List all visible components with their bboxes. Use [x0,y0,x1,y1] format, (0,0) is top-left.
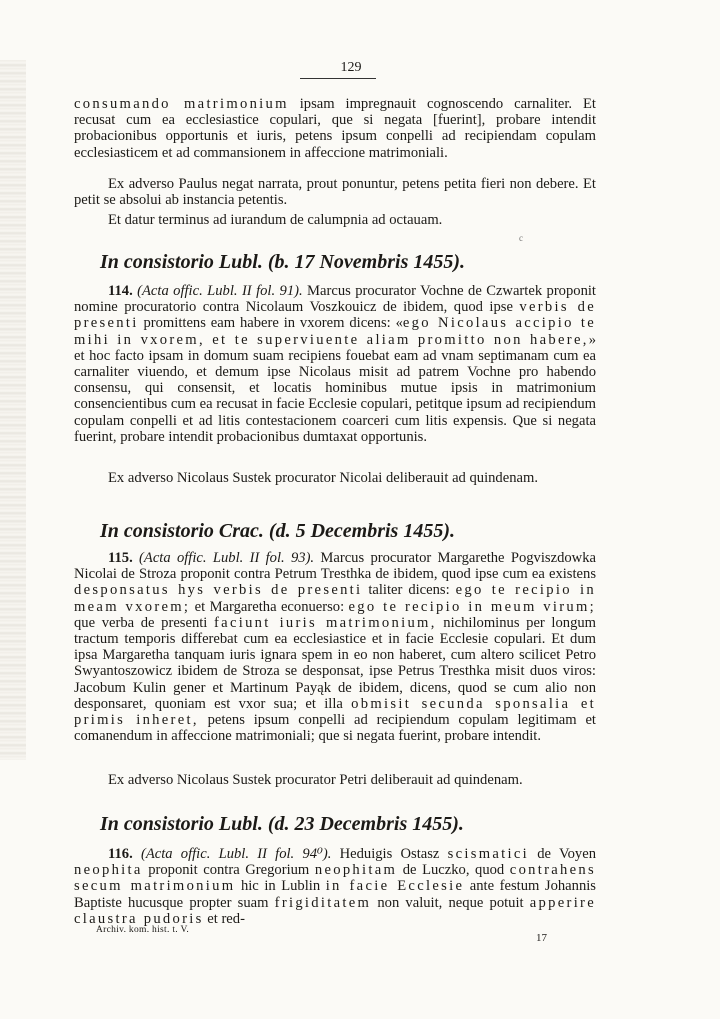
margin-mark: c [519,233,523,243]
body-text: Heduigis Ostasz [331,846,448,862]
spaced-text: contrahens secum matrimonium [74,862,597,895]
entry-number: 116. [108,846,133,862]
body-text: nichilominus per longum tractum temporis differebat cum ea ecclesiastice et in facie Ecclesie copulari. Et dum ipsa Margaretha tanquam iuris ignara spem in eo non haberet, cum altero scilicet Petro Swyantoszowicz ibidem de Stroza se desponsat, ipse Petrus Tresthka misit duos viros: Jacobum Kulin gener et Martinum Payąk de ibidem, dicens, quod se cum alio non desponsaret, quoniam est vxor sua; et illa [74,614,597,712]
term-paragraph: Et datur terminus ad iurandum de calumpnia ad octauam. [108,212,443,228]
intro-paragraph [74,96,596,161]
entry-number: 115. [108,550,133,566]
section-heading: In consistorio Lubl. (d. 23 Decembris 1455). [100,813,464,835]
body-text: Marcus procurator Vochne de Czwartek proponit nomine procuratorio contra Nicolaum Voszkouicz de ibidem, quod ipse [74,283,596,316]
body-text: promittens eam habere in vxorem dicens: « [138,315,403,332]
entry-body [74,283,596,445]
entry-paragraph [74,550,596,744]
entry-number: 114. [108,283,133,299]
body-text: petens ipsum conpelli ad recipiendum copulam legitimam et comanendum in affeccione matrimoniali; que si negata fuerint, probare intendit. [74,712,596,745]
entry-body [74,550,596,744]
spaced-text: faciunt iuris matrimonium, [214,614,437,631]
entry-citation: (Acta offic. Lubl. II fol. 93). [139,550,315,566]
paragraph-text: ipsam impregnauit cognoscendo carnaliter. Et recusat cum ea ecclesiastice copulari, que si negata [fuerint], probare intendit probacionibus opportunis et iuris, petens ipsum conpelli ad recipiendam copulam ecclesiasticem et ad commansionem in affeccione matrimoniali. [74,96,596,161]
body-text: » et hoc facto ipsam in domum suam recipiens fouebat eam ad vnam septimanam cum ea carnaliter viuendo, et demum ipse Nicolaus misit ad patrem Vochne pro habendo consensu, qui consensit, et locatis hominibus mutue ipsis in matrimonium consencientibus cum ea recusat in facie Ecclesie copulari, petitque ipsum ad recipiendum copulam conpelli et ad litis contestacionem coarceri cum litis expensis. Que si negata fuerint, probare intendit probacionibus dumtaxat opportunis. [74,331,596,445]
spaced-text: ego te recipio in meam vxorem; [74,582,596,615]
spaced-text: verbis de presenti [74,299,596,332]
body-text: hic in Lublin [235,878,326,895]
entry-citation: (Acta offic. Lubl. II fol. 94⁰). [140,846,332,862]
spaced-text: apperire claustra pudoris [74,894,596,927]
page-number: 129 [340,60,362,75]
page-number-rule [300,78,376,79]
footer-source: Archiv. kom. hist. t. V. [96,925,190,935]
section-heading: In consistorio Lubl. (b. 17 Novembris 1455). [100,251,466,273]
spaced-text: frigiditatem [274,894,372,911]
scan-edge-shadow [0,60,26,760]
spaced-text: ego te recipio in meum virum; [348,598,596,615]
section-heading: In consistorio Crac. (d. 5 Decembris 1455). [100,520,455,542]
body-text: proponit contra Gregorium [142,862,315,879]
spaced-text: obmisit secunda sponsalia et primis inheret, [74,695,597,729]
spaced-text: consumando matrimonium [74,96,289,112]
body-text: de Luczko, quod [397,862,510,879]
body-text: taliter dicens: [362,582,456,599]
entry-citation: (Acta offic. Lubl. II fol. 91). [137,283,303,299]
body-text: ante festum Johannis Baptiste hucusque propter suam [74,878,596,911]
body-text: et Margaretha econuerso: [190,598,349,615]
body-text: et red- [203,910,245,927]
spaced-text: in facie Ecclesie [325,878,465,895]
entry-paragraph [74,846,596,927]
body-text: non valuit, neque potuit [371,894,530,911]
reply-paragraph: Ex adverso Nicolaus Sustek procurator Nicolai deliberauit ad quindenam. [108,470,538,486]
spaced-text: scismatici [447,846,530,862]
spaced-text: neophita [74,862,143,879]
reply-paragraph: Ex adverso Paulus negat narrata, prout ponuntur, petens petita fieri non debere. Et petit se absolui ab instancia petentis. [74,176,596,209]
entry-paragraph [74,283,596,445]
spaced-text: desponsatus hys verbis de presenti [74,582,363,599]
footer-signature: 17 [536,932,547,944]
spaced-text: ego Nicolaus accipio te mihi in vxorem, et te superviuente aliam promitto non habere, [74,315,596,348]
reply-paragraph: Ex adverso Nicolaus Sustek procurator Petri deliberauit ad quindenam. [108,772,523,788]
body-text: Marcus procurator Margarethe Pogviszdowka Nicolai de Stroza proponit contra Petrum Tresthka de ibidem, quod ipse cum ea existens [74,550,596,583]
body-text: que verba de presenti [74,614,215,631]
spaced-text: neophitam [314,862,398,879]
body-text: de Voyen [529,846,596,862]
